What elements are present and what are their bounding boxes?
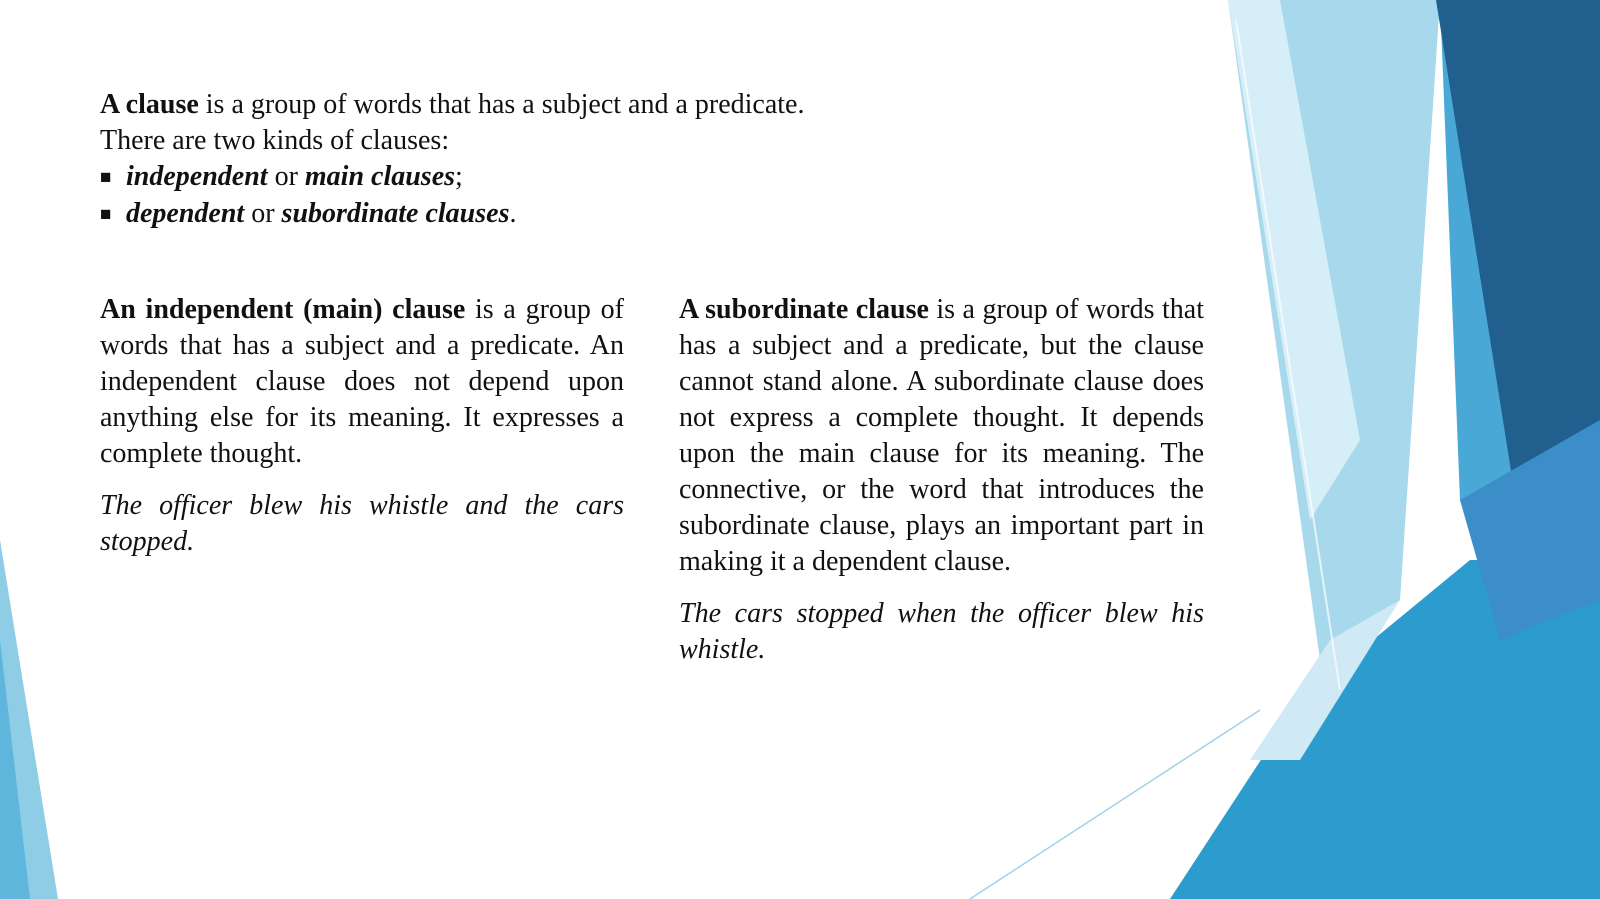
bullet-end: . <box>509 198 517 229</box>
independent-definition-text: is a group of words that has a subject and a predicate. An independent clause does not depend upon anything else for its meaning. It expresses a complete thought. <box>100 294 624 469</box>
bullet-square-icon: ■ <box>100 167 112 188</box>
intro-block <box>100 87 1100 233</box>
intro-definition <box>100 87 1100 123</box>
bullet-item-independent <box>100 159 1100 196</box>
subordinate-example-text: The cars stopped when the officer blew his whistle. <box>679 598 1204 665</box>
bullet-connector: or <box>267 161 305 192</box>
bullet-term: subordinate clauses <box>281 198 510 229</box>
independent-clause-column <box>100 292 624 576</box>
independent-definition <box>100 292 624 472</box>
bullet-connector: or <box>244 198 282 229</box>
bullet-term: main clauses <box>304 161 456 192</box>
subordinate-definition-text: is a group of words that has a subject and a predicate, but the clause cannot stand alone. A subordinate clause does not express a complete thought. It depends upon the main clause for its meaning. The connective, or the word that introduces the subordinate clause, plays an important part in making it a dependent clause. <box>679 294 1204 577</box>
independent-example <box>100 488 624 560</box>
intro-term: A clause <box>100 89 199 120</box>
subordinate-definition <box>679 292 1204 580</box>
bullet-item-dependent <box>100 196 1100 233</box>
subordinate-example <box>679 596 1204 668</box>
intro-kinds: There are two kinds of clauses: <box>100 125 450 156</box>
bullet-term: dependent <box>126 198 245 229</box>
subordinate-clause-column <box>679 292 1204 684</box>
intro-definition-text: is a group of words that has a subject and a predicate. <box>198 89 805 120</box>
subordinate-term: A subordinate clause <box>679 294 929 325</box>
independent-term: An independent (main) clause <box>100 294 466 325</box>
bullet-end: ; <box>455 161 463 192</box>
independent-example-text: The officer blew his whistle and the cars stopped. <box>100 490 624 557</box>
bullet-term: independent <box>126 161 268 192</box>
bullet-square-icon: ■ <box>100 204 112 225</box>
